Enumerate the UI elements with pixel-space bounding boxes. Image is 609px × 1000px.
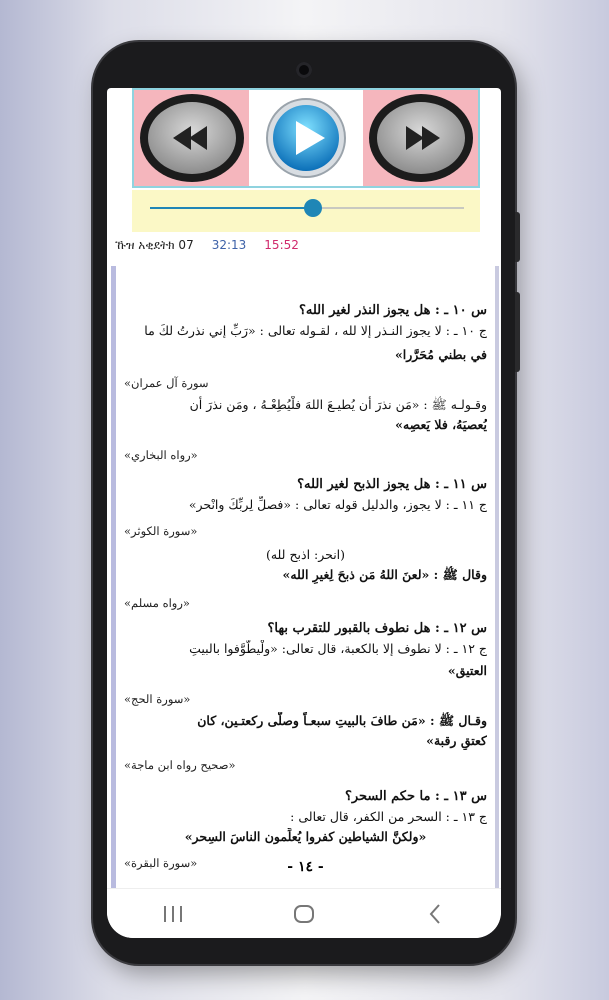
source-reference: «صحيح رواه ابن ماجة»	[124, 758, 236, 772]
home-button[interactable]	[274, 894, 334, 934]
text-line: في بطني مُحَرَّرا»	[394, 347, 487, 362]
back-icon	[427, 903, 443, 925]
question-line: س ١١ ـ : هل يجوز الذبح لغير الله؟	[297, 477, 487, 492]
text-line: ج ١٠ ـ : لا يجوز النـذر إلا لله ، لقـوله تعالى : «رَبِّ إني نذرتُ لكَ ما	[144, 323, 487, 338]
rewind-button[interactable]	[134, 90, 249, 186]
source-reference: «رواه مسلم»	[124, 596, 190, 610]
text-line: العتيق»	[447, 663, 487, 678]
source-reference: «سورة الحج»	[124, 692, 191, 706]
text-line: ج ١١ ـ : لا يجوز، والدليل قوله تعالى : «فصلِّ لِربِّكَ وانْحر»	[188, 497, 487, 512]
fast-forward-icon	[368, 92, 474, 184]
play-button[interactable]	[249, 90, 363, 186]
recent-apps-icon	[162, 905, 184, 923]
playback-status	[115, 238, 299, 258]
question-line: س ١٠ ـ : هل يجوز النذر لغير الله؟	[298, 303, 487, 318]
home-icon	[293, 904, 315, 924]
text-line: «ولكنَّ الشياطين كفروا يُعلِّمون الناسَ السِحر»	[184, 829, 427, 844]
power-button	[515, 292, 520, 372]
source-reference: «رواه البخاري»	[124, 448, 198, 462]
front-camera	[296, 62, 312, 78]
text-line: كعتقِ رقبة»	[426, 733, 487, 748]
total-time: 15:52	[264, 238, 299, 252]
phone-frame	[93, 42, 515, 964]
text-line: ج ١٣ ـ : السحر من الكفر، قال تعالى :	[290, 809, 487, 824]
fast-forward-button[interactable]	[363, 90, 478, 186]
question-line: س ١٣ ـ : ما حكم السحر؟	[344, 789, 487, 804]
seek-progress	[150, 207, 313, 209]
system-nav-bar	[107, 888, 501, 938]
play-icon	[265, 97, 347, 179]
source-reference: «سورة البقرة»	[124, 856, 198, 870]
page-number: - ١٤ -	[287, 859, 324, 875]
elapsed-time: 32:13	[211, 238, 247, 252]
volume-button	[515, 212, 520, 262]
back-button[interactable]	[405, 894, 465, 934]
rewind-icon	[139, 92, 245, 184]
text-line: ج ١٢ ـ : لا نطوف إلا بالكعبة، قال تعالى: «ولْيطَّوَّفوا بالبيتِ	[189, 641, 487, 656]
track-title: ኹዝ አቂደትክ 07	[115, 238, 194, 252]
text-line: وقال ﷺ : «لعنَ اللهُ مَن ذبحَ لِغيرِ الله»	[282, 567, 487, 582]
text-line: يُعصيَهُ، فلا يَعصِه»	[395, 417, 487, 432]
source-reference: «سورة الكوثر»	[124, 524, 198, 538]
source-reference: سورة آل عمران»	[124, 376, 209, 390]
question-line: س ١٢ ـ : هل نطوف بالقبور للتقرب بها؟	[267, 621, 487, 636]
book-page	[111, 266, 499, 888]
recent-apps-button[interactable]	[143, 894, 203, 934]
text-line: (انحر: اذبح لله)	[265, 547, 346, 562]
text-line: وقـال ﷺ : «مَن طافَ بالبيتِ سبعـاً وصلَّى ركعتـين، كان	[197, 713, 487, 728]
seek-thumb[interactable]	[304, 199, 322, 217]
text-line: وقـولـه ﷺ : «مَن نذرَ أن يُطيـعَ اللهَ فلْيُطِعْـهُ ، ومَن نذرَ أن	[189, 397, 487, 412]
audio-player-controls	[132, 88, 480, 188]
app-screen	[107, 88, 501, 938]
seek-bar-panel	[132, 190, 480, 232]
